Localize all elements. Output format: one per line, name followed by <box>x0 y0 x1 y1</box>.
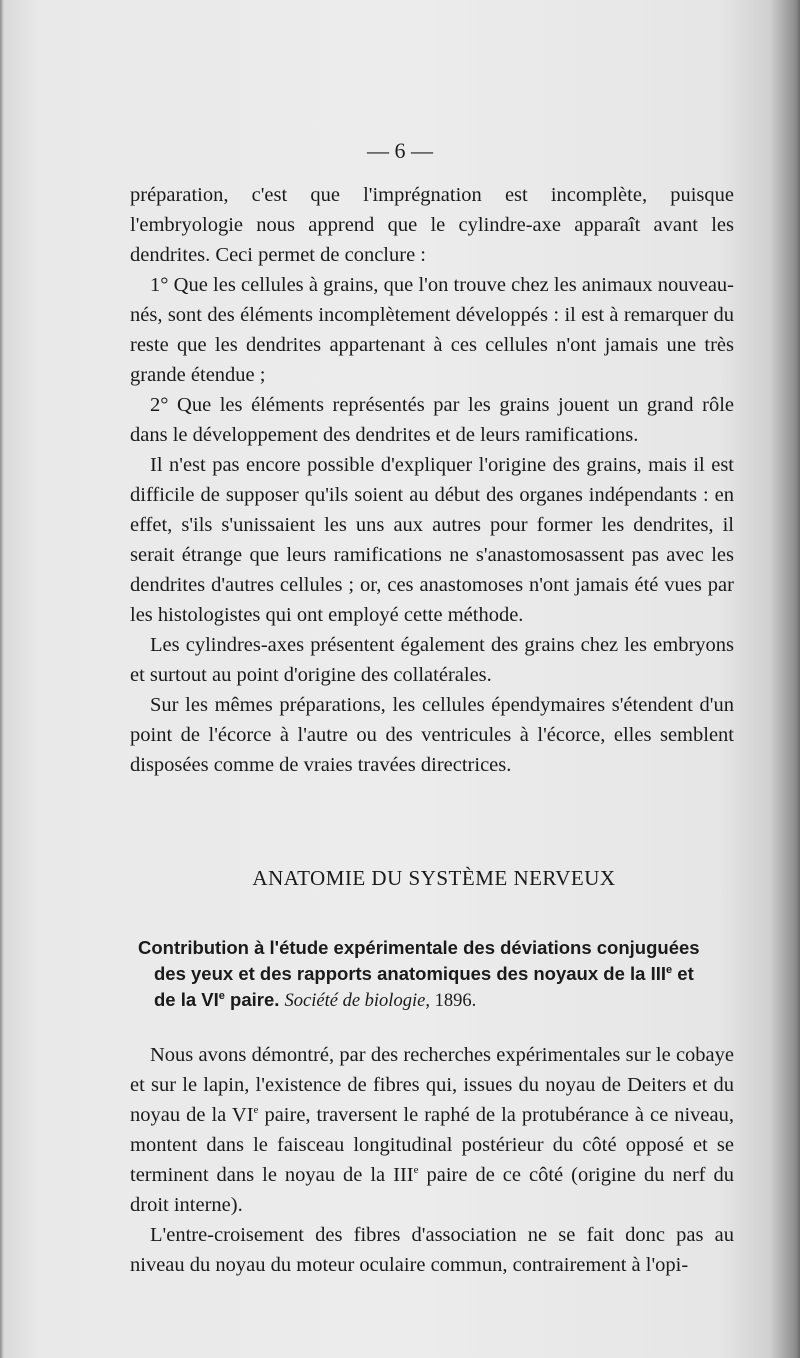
title-line-1: Contribution à l'étude expérimentale des déviations conjuguées <box>138 937 700 958</box>
title-line-2 <box>138 961 738 987</box>
publication-year: , 1896. <box>425 991 477 1011</box>
paragraph-7-part-3: paire de ce côté (origine du nerf du droit interne). <box>130 1164 734 1216</box>
paragraph-4: Il n'est pas encore possible d'expliquer l'origine des grains, mais il est difficile de supposer qu'ils soient au début des organes indépendants : en effet, s'ils s'unissaient les uns aux autres pour former les dendrites, il serait étrange que leurs ramifications ne s'anastomosassent pas avec les dendrites d'autres cellules ; or, ces anastomoses n'ont jamais été vues par les histologistes qui ont employé cette méthode. <box>130 454 734 626</box>
paragraph-8: L'entre-croisement des fibres d'association ne se fait donc pas au niveau du noyau du moteur oculaire commun, contrairement à l'opi- <box>130 1224 734 1276</box>
paragraph-6: Sur les mêmes préparations, les cellules épendymaires s'étendent d'un point de l'écorce à l'autre ou des ventricules à l'écorce, elles semblent disposées comme de vraies travées directrices. <box>130 694 734 776</box>
paragraph-2: 1° Que les cellules à grains, que l'on trouve chez les animaux nouveau-nés, sont des éléments incomplètement développés : il est à remarquer du reste que les dendrites appartenant à ces cellules n'ont jamais une très grande étendue ; <box>130 274 734 386</box>
title-line-3 <box>138 987 738 1014</box>
article-title <box>138 935 738 1014</box>
section-heading: ANATOMIE DU SYSTÈME NERVEUX <box>252 866 616 890</box>
paragraph-7-part-1: Nous avons démontré, par des recherches expérimentales sur le cobaye et sur le lapin, l'existence de fibres qui, issues du noyau de Deiters et du noyau de la VI <box>130 1044 734 1126</box>
title-line-3-text: de la VI <box>154 989 219 1010</box>
paragraph-1: préparation, c'est que l'imprégnation est incomplète, puisque l'embryologie nous apprend que le cylindre-axe apparaît avant les dendrites. Ceci permet de conclure : <box>130 184 734 266</box>
lower-body-text <box>130 1040 734 1280</box>
title-line-2-end: et <box>672 963 694 984</box>
title-line-2-text: des yeux et des rapports anatomiques des noyaux de la III <box>154 963 667 984</box>
title-line-3-superscript: e <box>218 989 225 1002</box>
upper-body-text <box>130 180 734 780</box>
title-line-3-end: paire. <box>224 989 285 1010</box>
title-line-2-superscript: e <box>666 963 673 976</box>
paragraph-5: Les cylindres-axes présentent également des grains chez les embryons et surtout au point d'origine des collatérales. <box>130 634 734 686</box>
page-number: — 6 — <box>367 138 433 163</box>
paragraph-7-part-2: paire, traversent le raphé de la protubérance à ce niveau, montent dans le faisceau longitudinal postérieur du côté opposé et se terminent dans le noyau de la III <box>130 1104 734 1186</box>
publication-source: Société de biologie <box>284 991 426 1011</box>
paragraph-7-superscript-1: e <box>253 1104 259 1117</box>
paragraph-3: 2° Que les éléments représentés par les grains jouent un grand rôle dans le développement des dendrites et de leurs ramifications. <box>130 394 734 446</box>
paragraph-7-superscript-2: e <box>413 1164 419 1177</box>
paragraph-7 <box>130 1040 734 1220</box>
